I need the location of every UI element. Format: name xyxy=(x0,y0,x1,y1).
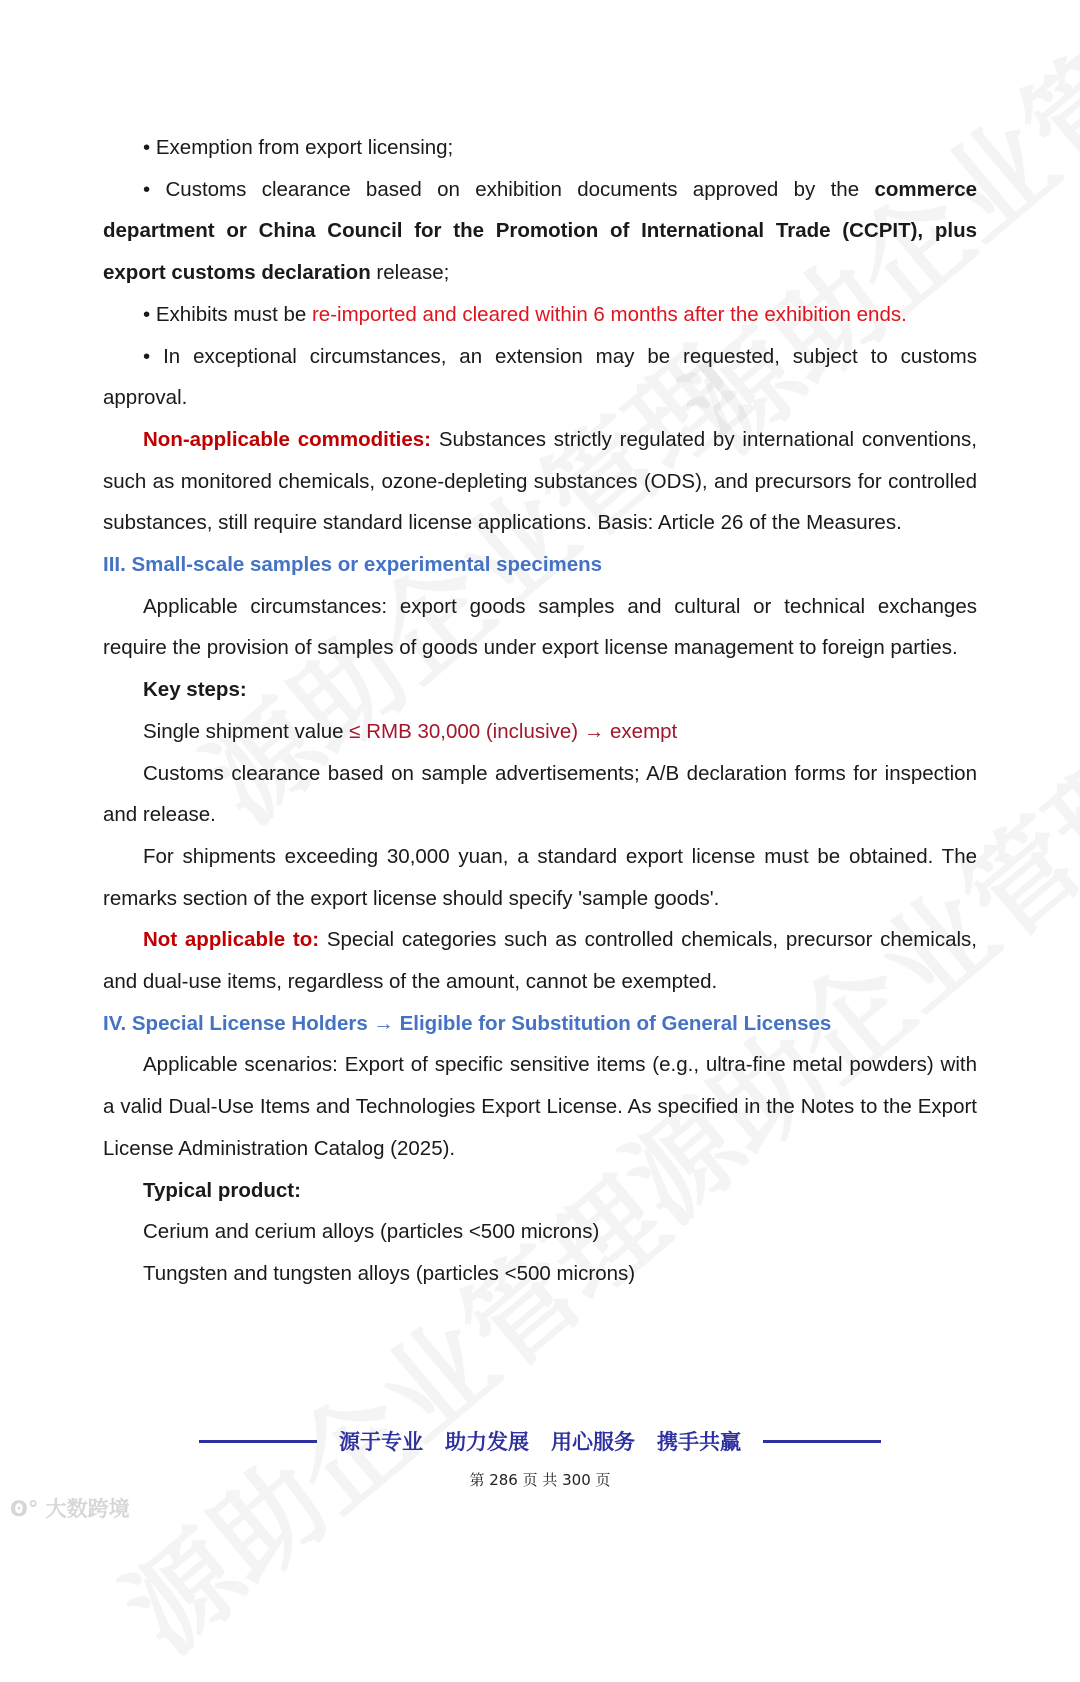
slogan: 用心服务 xyxy=(551,1430,635,1454)
subheading: Key steps: xyxy=(143,678,247,702)
subheading: Typical product: xyxy=(143,1178,301,1202)
bold-text: commerce department or China Council for the Promotion of International Trade (CCPIT), plus export customs declaration xyxy=(103,177,977,285)
text: • Customs clearance based on exhibition documents approved by the xyxy=(143,177,875,201)
paragraph: Applicable scenarios: Export of specific sensitive items (e.g., ultra-fine metal powders) with a valid Dual-Use Items and Technologies Export License. As specified in the Notes to the Export License Administration Catalog (2025). xyxy=(103,1053,977,1160)
list-item: Tungsten and tungsten alloys (particles <500 microns) xyxy=(143,1261,636,1285)
bullet xyxy=(103,294,977,336)
text: Substances strictly regulated by international conventions, such as monitored chemicals, ozone-depleting substances (ODS), and precursors for controlled substances, still require standard license applications. Basis: Article 26 of the Measures. xyxy=(103,427,977,535)
slogan: 助力发展 xyxy=(445,1430,529,1454)
label: Non-applicable commodities: xyxy=(143,427,432,451)
text: Single shipment value xyxy=(143,719,350,743)
paragraph: Customs clearance based on sample advertisements; A/B declaration forms for inspection and release. xyxy=(103,761,977,827)
text: • Exhibits must be xyxy=(143,302,312,326)
list-item: Cerium and cerium alloys (particles <500 microns) xyxy=(143,1220,600,1244)
bullet: • In exceptional circumstances, an extension may be requested, subject to customs approval. xyxy=(103,344,977,410)
highlight-text: re-imported and cleared within 6 months after the exhibition ends. xyxy=(311,302,907,326)
highlight-text: ≤ RMB 30,000 (inclusive) → exempt xyxy=(349,719,678,743)
document-body xyxy=(103,127,977,1295)
section-heading: III. Small-scale samples or experimental specimens xyxy=(103,553,603,577)
slogan: 携手共赢 xyxy=(657,1430,741,1454)
text: release; xyxy=(370,261,450,285)
label: Not applicable to: xyxy=(143,928,320,952)
slogan: 源于专业 xyxy=(339,1430,423,1454)
paragraph: For shipments exceeding 30,000 yuan, a standard export license must be obtained. The remarks section of the export license should specify 'sample goods'. xyxy=(103,844,977,910)
divider xyxy=(199,1440,317,1443)
footer-slogan xyxy=(0,1426,1080,1456)
bullet: • Exemption from export licensing; xyxy=(143,136,454,159)
page-number: 第 286 页 共 300 页 xyxy=(469,1471,611,1489)
text: Special categories such as controlled chemicals, precursor chemicals, and dual-use items, regardless of the amount, cannot be exempted. xyxy=(103,928,977,994)
paragraph xyxy=(103,419,977,544)
divider xyxy=(763,1440,881,1443)
paragraph xyxy=(103,711,977,753)
bullet xyxy=(103,169,977,294)
logo xyxy=(10,1493,130,1523)
logo-icon: ʘ° xyxy=(10,1497,46,1521)
paragraph xyxy=(103,919,977,1002)
section-heading: IV. Special License Holders → Eligible for Substitution of General Licenses xyxy=(103,1011,832,1035)
paragraph: Applicable circumstances: export goods samples and cultural or technical exchanges require the provision of samples of goods under export license management to foreign parties. xyxy=(103,594,977,660)
logo-text: 大数跨境 xyxy=(45,1497,130,1521)
